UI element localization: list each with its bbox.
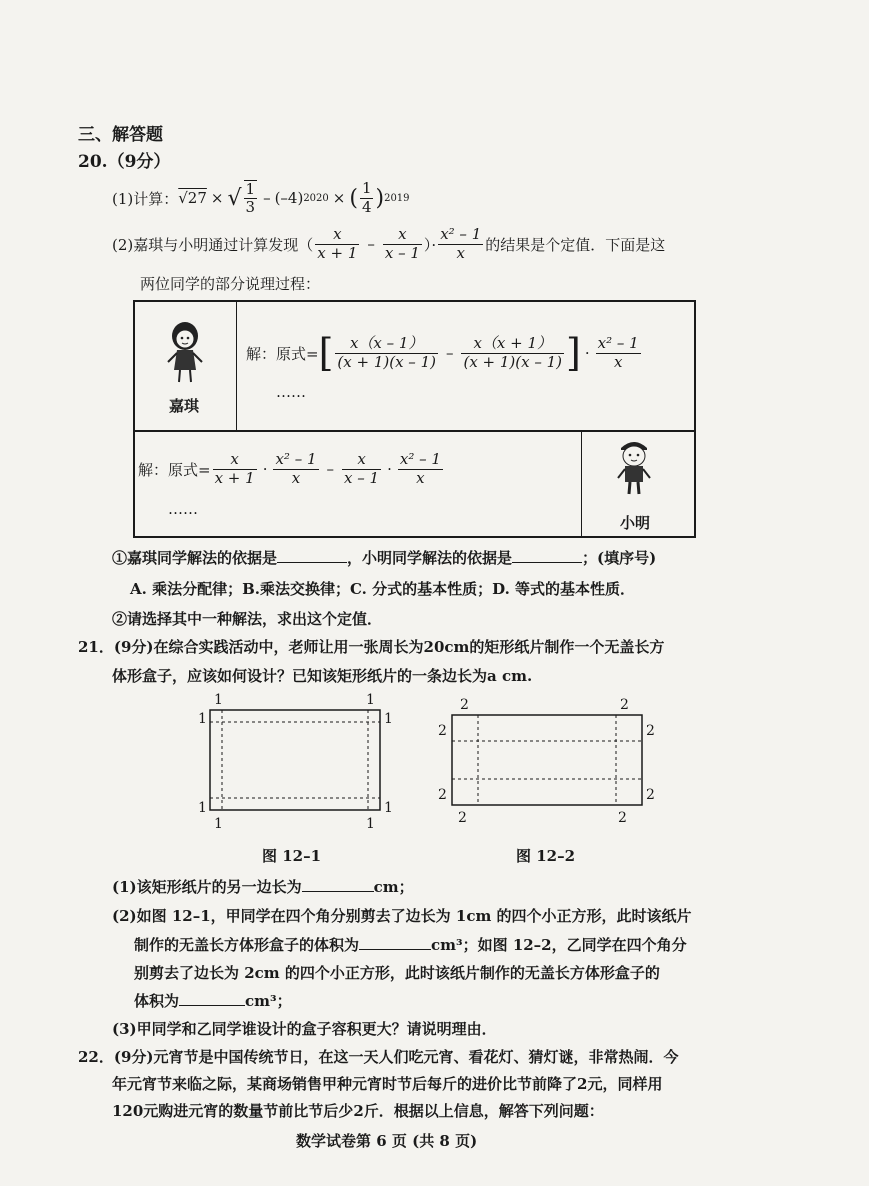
- fig1-label-br-bottom: 1: [366, 816, 375, 832]
- q21-part3: (3)甲同学和乙同学谁设计的盒子容积更大？请说明理由．: [112, 1020, 497, 1038]
- times-sign-2: ×: [332, 189, 346, 207]
- xiaoming-name: 小明: [620, 514, 651, 532]
- xm-t4-num: x² – 1: [399, 450, 441, 469]
- sqrt-sign: √: [227, 185, 242, 211]
- frac2-den: 4: [361, 197, 372, 216]
- p2-frac2-num: x: [398, 225, 407, 244]
- exp-2020: 2020: [303, 192, 329, 204]
- jiaqi-ellipsis: ……: [276, 383, 306, 401]
- fig1-label-tl-top: 1: [214, 692, 223, 708]
- jiaqi-t1-den: (x + 1)(x – 1): [337, 352, 436, 371]
- q20-circle1: [112, 547, 656, 568]
- q21-part2-l2: [134, 934, 687, 955]
- xm-t2: [273, 451, 318, 487]
- q20-part1-prefix: (1)计算：: [112, 189, 179, 208]
- xm-t4: [398, 451, 443, 487]
- p2-frac1: [315, 226, 359, 262]
- blank-other-side[interactable]: [302, 891, 374, 892]
- xm-t4-den: x: [398, 469, 443, 487]
- circle1-a: ①嘉琪同学解法的依据是: [112, 549, 278, 567]
- p2-l2-b: cm³；如图 12–2，乙同学在四个角分: [431, 936, 687, 954]
- frac-one-third: [244, 180, 258, 217]
- fig1-label-tr-right: 1: [384, 711, 393, 727]
- fig2-labels: [438, 697, 655, 825]
- figure-12-1: [190, 690, 405, 835]
- q20-header: 20.（9分）: [78, 152, 171, 172]
- q21-part2-l3: 别剪去了边长为 2cm 的四个小正方形，此时该纸片制作的无盖长方体形盒子的: [134, 964, 660, 982]
- p2-frac2: [383, 226, 422, 262]
- jiaqi-avatar: [160, 320, 210, 386]
- q21-part1: [112, 876, 414, 897]
- p2-suffix: 的结果是个定值．下面是这: [485, 235, 666, 254]
- bracket-open: [: [318, 331, 334, 375]
- sqrt27: √27: [178, 189, 207, 207]
- jiaqi-t1: [335, 335, 438, 371]
- exp-2019: 2019: [384, 192, 410, 204]
- p2-frac1-den: x + 1: [317, 243, 358, 262]
- fig2-label-bl-bottom: 2: [458, 810, 467, 825]
- fig2-label-tr-right: 2: [646, 723, 655, 739]
- p1-b: cm；: [373, 878, 414, 896]
- jiaqi-t3: [596, 335, 641, 371]
- fig1-label-tl-left: 1: [198, 711, 207, 727]
- xiaoming-solution: [138, 446, 445, 492]
- section-title: 三、解答题: [78, 125, 163, 145]
- blank-volume-yi[interactable]: [179, 1005, 245, 1006]
- base-neg4: (–4): [274, 189, 304, 207]
- p2-l4-b: cm³；: [245, 992, 292, 1010]
- times-sign: ×: [210, 189, 224, 207]
- q20-part1: [112, 178, 410, 218]
- frac2-num: 1: [361, 179, 372, 198]
- xm-t1: [213, 451, 257, 487]
- p2-l4-a: 体积为: [134, 992, 180, 1010]
- xm-t2-num: x² – 1: [275, 450, 317, 469]
- fig1-labels: [198, 692, 393, 832]
- jiaqi-t2: [461, 335, 564, 371]
- xiaoming-solve: 解：原式=: [138, 460, 211, 479]
- q21-part2-l4: [134, 990, 292, 1011]
- fig2-label-bl-left: 2: [438, 787, 447, 803]
- paren-open: (: [349, 185, 358, 211]
- p2-l2-a: 制作的无盖长方体形盒子的体积为: [134, 936, 360, 954]
- circle1-b: ，小明同学解法的依据是: [347, 549, 513, 567]
- jiaqi-dot: ·: [584, 344, 590, 362]
- fig1-label-tr-top: 1: [366, 692, 375, 708]
- fig2-label-tl-top: 2: [460, 697, 469, 713]
- fig2-label-br-bottom: 2: [618, 810, 627, 825]
- frac-num: 1: [245, 179, 256, 198]
- frac-one-quarter: [360, 180, 374, 216]
- xm-t3: [342, 451, 381, 487]
- xiaoming-ellipsis: ……: [168, 500, 198, 518]
- jiaqi-t3-den: x: [596, 353, 641, 371]
- frac-den: 3: [245, 198, 256, 216]
- q20-circle2: ②请选择其中一种解法，求出这个定值．: [112, 610, 383, 628]
- q20-options: A. 乘法分配律；B.乘法交换律；C. 分式的基本性质；D. 等式的基本性质．: [130, 580, 636, 598]
- q22-line1: 22．(9分)元宵节是中国传统节日，在这一天人们吃元宵、看花灯、猜灯谜，非常热闹．今: [78, 1048, 679, 1066]
- xm-t1-num: x: [230, 450, 239, 469]
- jiaqi-solve: 解：原式=: [246, 344, 319, 363]
- p2-frac1-num: x: [333, 225, 342, 244]
- jiaqi-t2-den: (x + 1)(x – 1): [463, 352, 563, 371]
- fig2-label-tr-top: 2: [620, 697, 629, 713]
- q21-header: 21．(9分)在综合实践活动中，老师让用一张周长为20cm的矩形纸片制作一个无盖长方: [78, 638, 665, 656]
- q21-part2-l1: (2)如图 12–1，甲同学在四个角分别剪去了边长为 1cm 的四个小正方形，此时该纸片: [112, 907, 692, 925]
- page-footer: 数学试卷第 6 页 (共 8 页): [296, 1132, 478, 1150]
- xm-t3-num: x: [357, 450, 366, 469]
- p2-frac3-den: x: [438, 244, 483, 262]
- fig2-caption: 图 12–2: [516, 847, 576, 865]
- xm-dot1: ·: [262, 460, 268, 478]
- blank-jiaqi-basis[interactable]: [277, 562, 347, 563]
- q20-part2: [112, 224, 665, 264]
- figure-12-2: [432, 695, 657, 825]
- fig1-label-bl-bottom: 1: [214, 816, 223, 832]
- fig1-label-br-right: 1: [384, 800, 393, 816]
- jiaqi-t2-num: x（x + 1）: [473, 334, 553, 353]
- blank-volume-jia[interactable]: [359, 949, 431, 950]
- fig1-label-bl-left: 1: [198, 800, 207, 816]
- q20-part2-line2: 两位同学的部分说理过程：: [140, 275, 321, 293]
- fig1-caption: 图 12–1: [262, 847, 322, 865]
- fig2-label-br-right: 2: [646, 787, 655, 803]
- jiaqi-solution: [246, 330, 643, 376]
- xm-dot2: ·: [387, 460, 392, 478]
- jiaqi-t1-num: x（x – 1）: [349, 334, 424, 353]
- bracket-close: ]: [566, 331, 581, 375]
- p1-a: (1)该矩形纸片的另一边长为: [112, 878, 302, 896]
- xm-t3-den: x – 1: [344, 468, 380, 487]
- q22-line2: 年元宵节来临之际，某商场销售甲种元宵时节后每斤的进价比节前降了2元，同样用: [112, 1075, 663, 1093]
- paren-close: ): [375, 185, 385, 211]
- xiaoming-avatar: [612, 436, 656, 500]
- p2-frac3: [438, 226, 483, 262]
- xm-t1-den: x + 1: [214, 468, 255, 487]
- q22-line3: 120元购进元宵的数量节前比节后少2斤．根据以上信息，解答下列问题：: [112, 1102, 604, 1120]
- p2-frac3-num: x² – 1: [440, 225, 482, 244]
- q20-part2-prefix: (2)嘉琪与小明通过计算发现（: [112, 235, 314, 254]
- jiaqi-t3-num: x² – 1: [597, 334, 639, 353]
- blank-xiaoming-basis[interactable]: [512, 562, 582, 563]
- jiaqi-minus: –: [445, 344, 454, 362]
- p2-minus: –: [367, 235, 375, 253]
- fig2-label-tl-left: 2: [438, 723, 447, 739]
- circle1-c: ；(填序号): [582, 549, 657, 567]
- xm-t2-den: x: [273, 469, 318, 487]
- p2-close: ）·: [423, 235, 437, 254]
- p2-frac2-den: x – 1: [384, 243, 420, 262]
- q21-line2: 体形盒子，应该如何设计？已知该矩形纸片的一条边长为a cm.: [112, 667, 533, 685]
- minus-sign: –: [263, 189, 271, 207]
- jiaqi-name: 嘉琪: [169, 397, 200, 415]
- xm-minus: –: [326, 460, 335, 478]
